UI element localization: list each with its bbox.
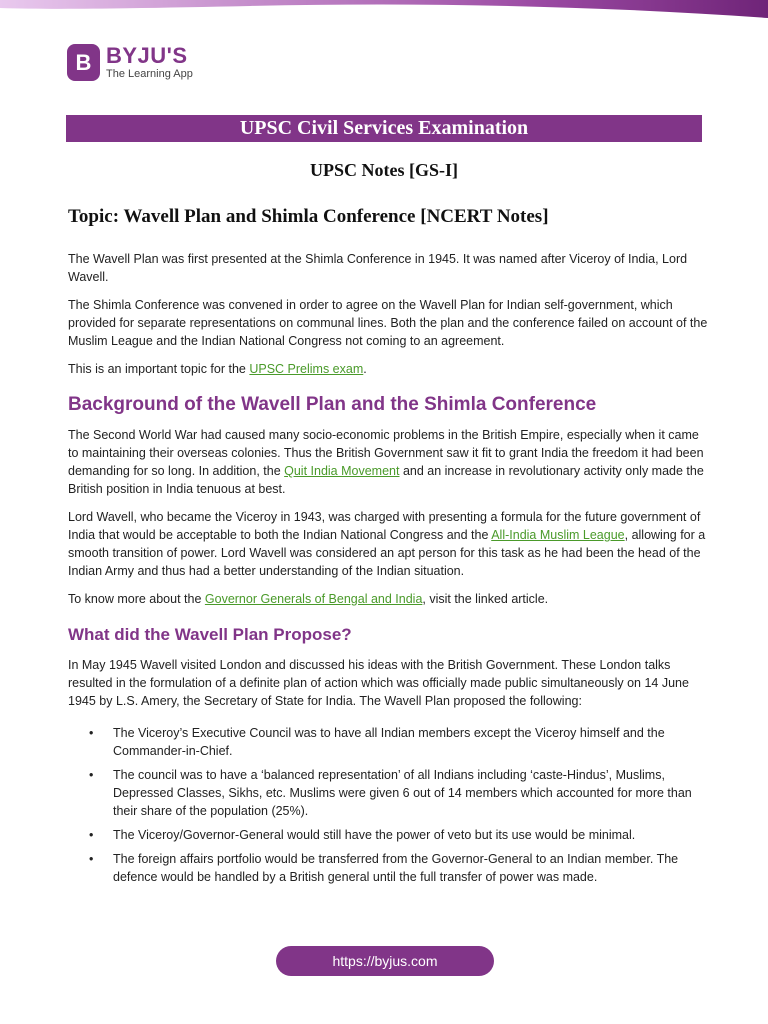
- footer-url-link[interactable]: https://byjus.com: [276, 946, 494, 976]
- list-item: • The Viceroy’s Executive Council was to have all Indian members except the Viceroy himself and the Commander-in-Chief.: [113, 724, 708, 760]
- byjus-logo: [67, 44, 193, 81]
- top-decorative-wave: [0, 0, 768, 24]
- list-item: • The foreign affairs portfolio would be transferred from the Governor-General to an Indian member. The defence would be handled by a British general until the full transfer of power was made.: [113, 850, 708, 886]
- upsc-prelims-link[interactable]: UPSC Prelims exam: [249, 362, 364, 376]
- governor-generals-link[interactable]: Governor Generals of Bengal and India: [204, 592, 423, 606]
- intro-paragraph-1: The Wavell Plan was first presented at the Shimla Conference in 1945. It was named after Viceroy of India, Lord Wavell.: [68, 252, 688, 284]
- background-heading: Background of the Wavell Plan and the Shimla Conference: [68, 394, 597, 415]
- proposal-list: [68, 724, 708, 886]
- background-paragraph-2: Lord Wavell, who became the Viceroy in 1943, was charged with presenting a formula for the future government of India that would be acceptable to both the Indian National Congress and the All-India Muslim League, allowing for a smooth transition of power. Lord Wavell was considered an apt person for this task as he had been the head of the Indian Army and thus had a better understanding of the Indian situation.: [68, 510, 706, 578]
- quit-india-movement-link[interactable]: Quit India Movement: [284, 464, 400, 478]
- proposal-paragraph: In May 1945 Wavell visited London and discussed his ideas with the British Government. These London talks resulted in the formulation of a definite plan of action which was officially made public simultaneously on 14 June 1945 by L.S. Amery, the Secretary of State for India. The Wavell Plan proposed the following:: [68, 658, 689, 708]
- intro-paragraph-2: The Shimla Conference was convened in order to agree on the Wavell Plan for Indian self-government, which provided for separate representations on communal lines. Both the plan and the conference failed on account of the Muslim League and the Indian National Congress not coming to an agreement.: [68, 298, 708, 348]
- list-item: • The council was to have a ‘balanced representation’ of all Indians including ‘caste-Hindus’, Muslims, Depressed Classes, Sikhs, etc. Muslims were given 6 out of 14 members which accounted for more than their share of the population (25%).: [113, 766, 708, 820]
- logo-brand-name: BYJU'S: [106, 43, 188, 68]
- background-paragraph-1: The Second World War had caused many socio-economic problems in the British Empire, especially when it came to maintaining their overseas colonies. Thus the British Government saw it fit to grant India the freedom it had been demanding for so long. In addition, the Quit India Movement and an increase in revolutionary activity only made the British position in India tenuous at best.: [68, 428, 704, 496]
- background-paragraph-3: To know more about the Governor Generals of Bengal and India, visit the linked article.: [68, 592, 549, 606]
- article-body: [68, 250, 708, 892]
- logo-tagline: The Learning App: [106, 68, 193, 80]
- topic-heading: Topic: Wavell Plan and Shimla Conference [NCERT Notes]: [68, 206, 549, 227]
- logo-badge-icon: B: [67, 44, 100, 81]
- list-item: • The Viceroy/Governor-General would still have the power of veto but its use would be minimal.: [113, 826, 708, 844]
- proposal-heading: What did the Wavell Plan Propose?: [68, 625, 352, 644]
- intro-paragraph-3: This is an important topic for the UPSC Prelims exam.: [68, 362, 367, 376]
- notes-title: UPSC Notes [GS-I]: [310, 160, 458, 180]
- muslim-league-link[interactable]: All-India Muslim League: [491, 528, 625, 542]
- exam-title-banner: UPSC Civil Services Examination: [66, 115, 702, 142]
